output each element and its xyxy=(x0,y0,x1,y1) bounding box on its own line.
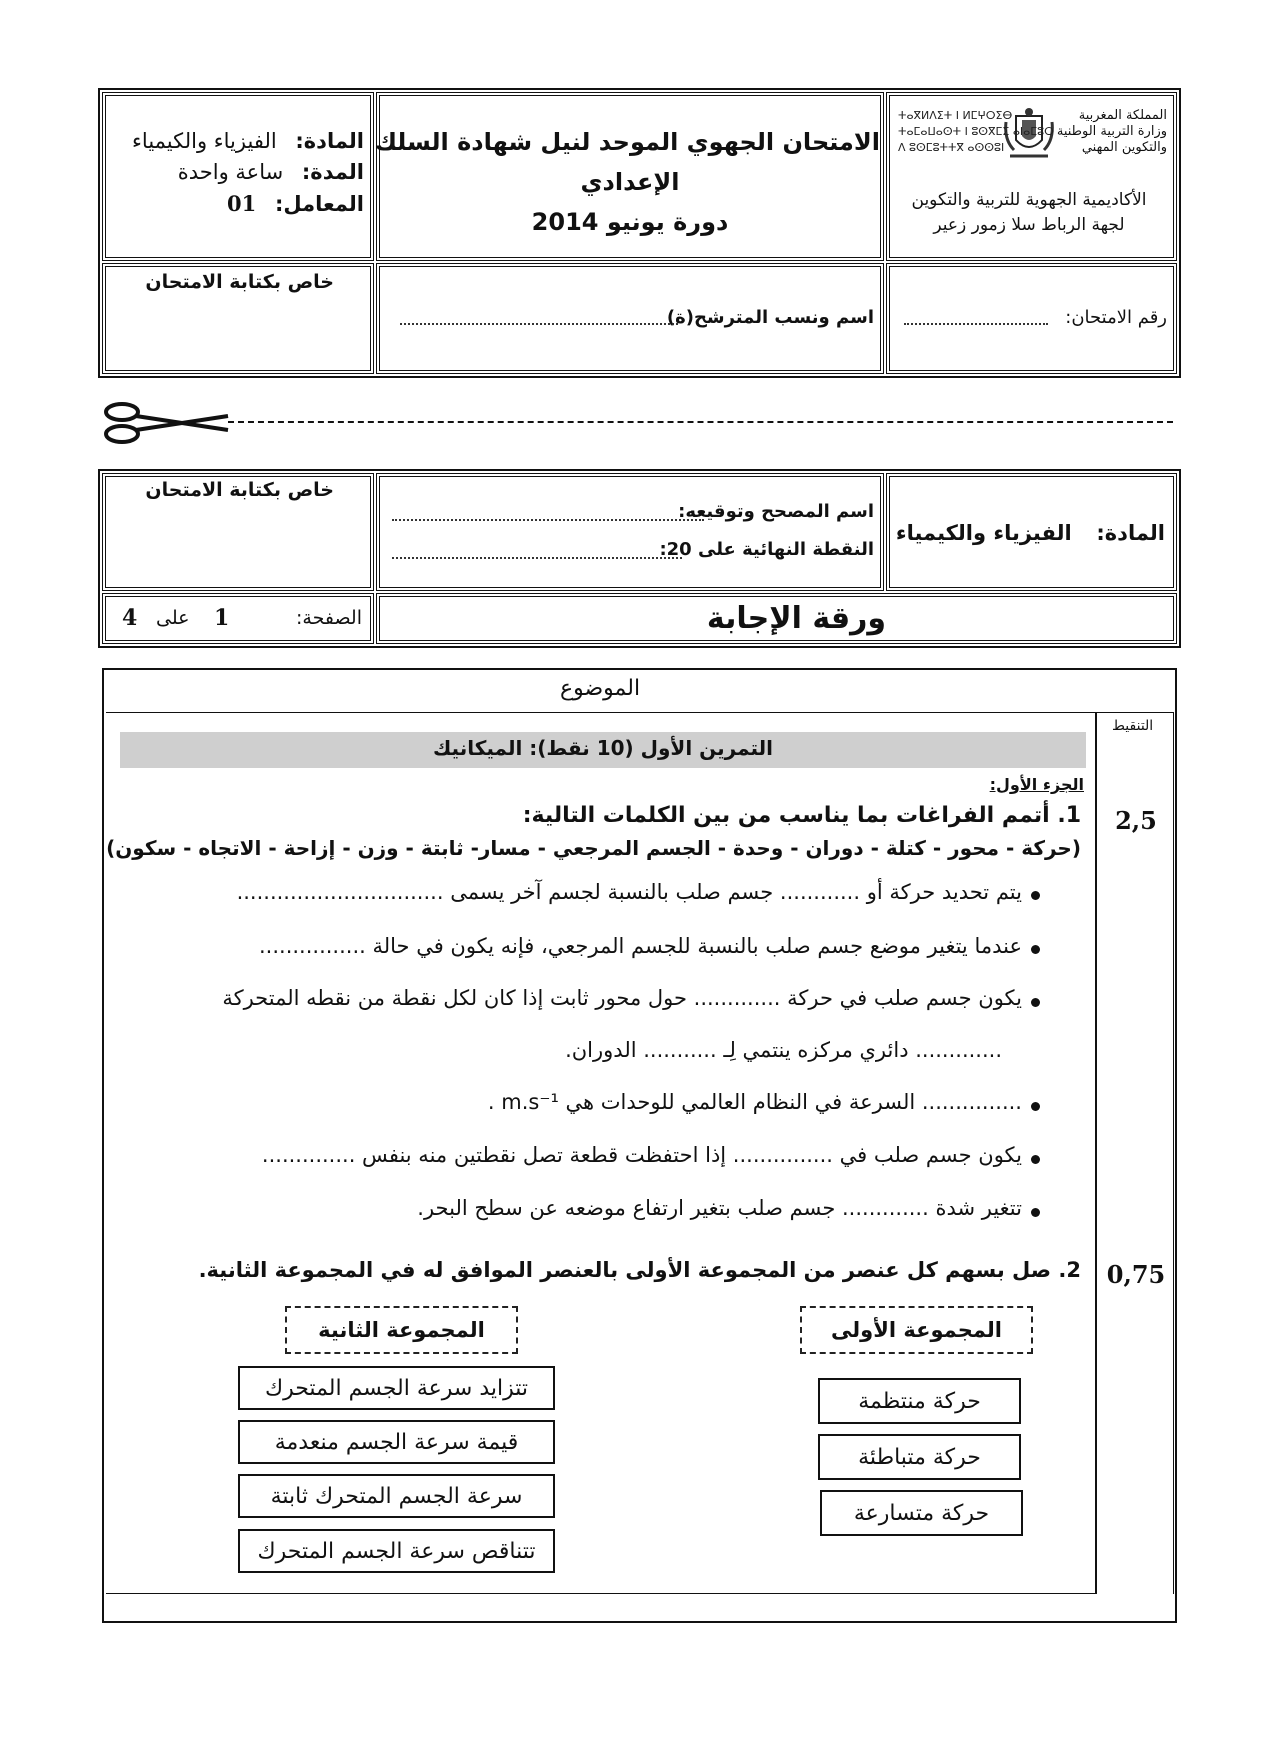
tifinagh-line2: ⵜⴰⵎⴰⵡⴰⵙⵜ ⵏ ⵓⵙⴳⵎⵉ ⴰⵏⴰⵎⵓⵔ xyxy=(898,125,1054,138)
q2-score: 0,75 xyxy=(1106,1260,1166,1289)
group1-header: المجموعة الأولى xyxy=(800,1306,1033,1354)
bullet-icon xyxy=(1031,945,1040,954)
coef-label: المعامل: xyxy=(274,192,364,216)
subject-value: الفيزياء والكيمياء xyxy=(132,129,277,153)
tifinagh-line1: ⵜⴰⴳⵍⴷⵉⵜ ⵏ ⵍⵎⵖⵔⵉⴱ xyxy=(898,109,1013,122)
grading-reserved-cell xyxy=(102,473,374,591)
scissors-icon xyxy=(100,400,230,446)
subject-label: المادة: xyxy=(295,129,364,153)
kingdom-line3: والتكوين المهني xyxy=(1081,140,1167,155)
grading-reserved-label: خاص بكتابة الامتحان xyxy=(145,479,334,501)
bullet-icon xyxy=(1031,998,1040,1007)
cut-line xyxy=(228,421,1173,423)
exercise-title: التمرين الأول (10 نقط): الميكانيك xyxy=(432,736,774,760)
group2-item-3[interactable]: سرعة الجسم المتحرك ثابتة xyxy=(238,1474,555,1518)
bullet-icon xyxy=(1031,1102,1040,1111)
group2-item-2[interactable]: قيمة سرعة الجسم منعدمة xyxy=(238,1420,555,1464)
q1-title: 1. أتمم الفراغات بما يناسب من بين الكلمات التالية: xyxy=(522,803,1081,828)
page-label: الصفحة: xyxy=(295,607,362,629)
exam-title-line2: الإعدادي xyxy=(580,168,680,196)
ministry-cell xyxy=(886,92,1177,261)
topic-label: الموضوع xyxy=(560,676,641,701)
exam-title-line1: الامتحان الجهوي الموحد لنيل شهادة السلك xyxy=(374,128,880,156)
grading-col-label: التنقيط xyxy=(1112,718,1154,734)
corrector-field[interactable] xyxy=(392,519,704,521)
q1-item-1: يتم تحديد حركة أو ............ جسم صلب بالنسبة لجسم آخر يسمى ............................... xyxy=(236,880,1022,904)
final-grade-label: النقطة النهائية على 20: xyxy=(659,539,874,560)
candidate-name-field[interactable] xyxy=(400,323,678,325)
score-column xyxy=(1096,712,1174,1594)
kingdom-line1: المملكة المغربية xyxy=(1078,108,1167,123)
q1-item-3-cont: ............. دائري مركزه ينتمي لِـ ........... الدوران. xyxy=(565,1038,1002,1062)
page-number: 1 xyxy=(214,605,230,631)
group2-item-1[interactable]: تتزايد سرعة الجسم المتحرك xyxy=(238,1366,555,1410)
group1-item-2[interactable]: حركة متباطئة xyxy=(818,1434,1021,1480)
grading-subject-value: الفيزياء والكيمياء xyxy=(895,521,1072,545)
academy-line2: لجهة الرباط سلا زمور زعير xyxy=(933,215,1125,235)
page-total: 4 xyxy=(122,605,138,631)
q1-item-6: تتغير شدة ............. جسم صلب بتغير ارتفاع موضعه عن سطح البحر. xyxy=(417,1196,1022,1220)
grading-subject-cell xyxy=(886,473,1177,591)
tifinagh-line3: ⴷ ⵓⵙⵎⵓⵜⵜⴳ ⴰⵙⵙⵓⵏ xyxy=(898,141,1005,154)
q1-item-2: عندما يتغير موضع جسم صلب بالنسبة للجسم المرجعي، فإنه يكون في حالة ................ xyxy=(259,934,1022,958)
grading-subject-label: المادة: xyxy=(1096,521,1165,545)
bullet-icon xyxy=(1031,1155,1040,1164)
candidate-name-label: اسم ونسب المترشح(ة) xyxy=(666,307,874,328)
group1-item-1[interactable]: حركة منتظمة xyxy=(818,1378,1021,1424)
q2-title: 2. صل بسهم كل عنصر من المجموعة الأولى بالعنصر الموافق له في المجموعة الثانية. xyxy=(198,1258,1081,1282)
kingdom-line2: وزارة التربية الوطنية xyxy=(1056,124,1167,139)
group1-item-3[interactable]: حركة متسارعة xyxy=(820,1490,1023,1536)
q1-item-3: يكون جسم صلب في حركة ............. حول محور ثابت إذا كان لكل نقطة من نقطه المتحركة xyxy=(222,986,1022,1010)
duration-value: ساعة واحدة xyxy=(177,160,284,184)
exam-number-field[interactable] xyxy=(904,323,1048,325)
reserved-cell xyxy=(102,263,374,374)
part-label: الجزء الأول: xyxy=(989,775,1084,794)
q1-words: (حركة - محور - كتلة - دوران - وحدة - الجسم المرجعي - مسار- ثابتة - وزن - إزاحة - الاتجاه - سكون) xyxy=(106,836,1081,860)
corrector-cell xyxy=(376,473,884,591)
answer-sheet-title: ورقة الإجابة xyxy=(706,601,887,636)
reserved-label-top: خاص بكتابة الامتحان xyxy=(145,271,334,293)
exam-title-cell xyxy=(376,92,884,261)
bullet-icon xyxy=(1031,1208,1040,1217)
group2-item-4[interactable]: تتناقص سرعة الجسم المتحرك xyxy=(238,1529,555,1573)
bullet-icon xyxy=(1031,891,1040,900)
q1-item-4: ............... السرعة في النظام العالمي للوحدات هي m.s⁻¹ . xyxy=(487,1090,1022,1114)
corrector-label: اسم المصحح وتوقيعه: xyxy=(678,501,874,522)
duration-label: المدة: xyxy=(301,160,364,184)
academy-line1: الأكاديمية الجهوية للتربية والتكوين xyxy=(911,190,1147,210)
exam-number-label: رقم الامتحان: xyxy=(1065,307,1167,328)
exam-session: دورة يونيو 2014 xyxy=(531,208,729,236)
coef-value: 01 xyxy=(227,191,257,216)
exam-number-cell xyxy=(886,263,1177,374)
final-grade-field[interactable] xyxy=(392,557,682,559)
q1-score: 2,5 xyxy=(1115,806,1157,835)
page-counter-cell xyxy=(102,593,374,644)
subject-info-cell xyxy=(102,92,374,261)
page-of: على xyxy=(156,607,190,629)
answer-sheet-title-cell xyxy=(376,593,1177,644)
group2-header: المجموعة الثانية xyxy=(285,1306,518,1354)
candidate-name-cell xyxy=(376,263,884,374)
q1-item-5: يكون جسم صلب في ............... إذا احتفظت قطعة تصل نقطتين منه بنفس .............. xyxy=(261,1143,1022,1167)
